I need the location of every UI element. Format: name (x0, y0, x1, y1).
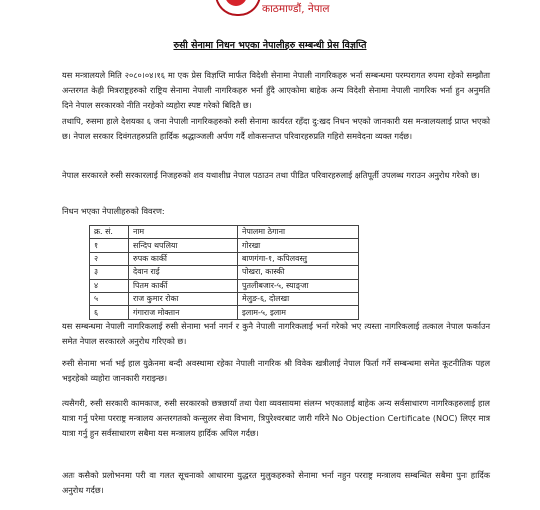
table-cell: देवान राई (129, 266, 238, 279)
table-cell: गंगाराज मोक्तान (129, 306, 238, 319)
government-emblem-icon (215, 0, 261, 16)
paragraph-3: नेपाल सरकारले रुसी सरकारलाई निजहरुको शव यथाशीघ्र नेपाल पठाउन तथा पीडित परिवारहरुलाई क्षतिपूर्ती उपलब्ध गराउन अनुरोध गरेको छ। (62, 170, 480, 180)
letterhead (0, 0, 540, 20)
table-cell: १ (90, 239, 129, 252)
table-header-cell: नेपालमा ठेगाना (238, 226, 359, 239)
table-cell: मेलुङ-६, दोलखा (238, 292, 359, 305)
paragraph-7 (62, 396, 490, 442)
victims-table (89, 225, 359, 320)
table-cell: ६ (90, 306, 129, 319)
table-cell: पुतलीबजार-५, स्याङ्जा (238, 279, 359, 292)
table-cell: सन्दिप थपलिया (129, 239, 238, 252)
paragraph-6: रुसी सेनामा भर्ना भई हाल युक्रेनमा बन्दी अवस्थामा रहेका नेपाली नागरिक श्री विवेक खत्रीलाई नेपाल फिर्ता गर्ने सम्बन्धमा समेत कूटनीतिक पहल भइरहेको व्यहोरा जानकारी गराइन्छ। (62, 358, 490, 384)
table-row (90, 279, 359, 292)
table-cell: पितम कार्की (129, 279, 238, 292)
table-header-row (90, 226, 359, 239)
table-cell: इलाम-५, इलाम (238, 306, 359, 319)
table-row (90, 292, 359, 305)
table-cell: रुपक कार्की (129, 252, 238, 265)
letterhead-place: काठमाण्डौं, नेपाल (262, 3, 330, 15)
table-cell: ४ (90, 279, 129, 292)
paragraph-5: यस सम्बन्धमा नेपाली नागरिकलाई रुसी सेनामा भर्ना नगर्न र कुनै नेपाली नागरिकलाई भर्ना गरेको भए त्यस्ता नागरिकलाई तत्काल नेपाल फर्काउन समेत नेपाल सरकारले अनुरोध गरिएको छ। (62, 321, 490, 347)
paragraph-4: निधन भएका नेपालीहरुको विवरण: (62, 206, 165, 216)
table-cell: ३ (90, 266, 129, 279)
table-cell: गोरखा (238, 239, 359, 252)
table-row (90, 266, 359, 279)
document-title: रुसी सेनामा निधन भएका नेपालीहरु सम्बन्धी प्रेस विज्ञप्ति (173, 40, 367, 51)
table-row (90, 252, 359, 265)
table-cell: बाणगंगा-१, कपिलवस्तु (238, 252, 359, 265)
table-header-cell: क्र. सं. (90, 226, 129, 239)
paragraph-7-text-a: त्यसैगरी, रुसी सरकारी कामकाज, रुसी सरकारको छत्रछायाँ तथा पेशा व्यवसायमा संलग्न भएकालाई बाहेक अन्य सर्वसाधारण नागरिकहरुलाई हाल यात्रा गर्नु परेमा परराष्ट्र मन्त्रालय अन्तरगतको कन्सुलर सेवा विभाग, त्रिपुरेश्वरबाट जारी गरिने (62, 398, 490, 424)
table-row (90, 306, 359, 319)
paragraph-2: तथापि, रुसमा हाले देशयका ६ जना नेपाली नागरिकहरुको रुसी सेनामा कार्यरत रहँदा दु:खद निधन भएको जानकारी यस मन्त्रालयलाई प्राप्त भएको छ। नेपाल सरकार दिवंगतहरुप्रति हार्दिक श्रद्धाञ्जली अर्पण गर्दै शोकसन्तप्त परिवारहरुप्रति गहिरो समवेदना व्यक्त गर्दछ। (62, 116, 490, 142)
table-cell: पोखरा, कास्की (238, 266, 359, 279)
noc-reference: No Objection Certificate (NOC) (331, 413, 458, 424)
paragraph-1: यस मन्त्रालयले मिति २०८०।०४।१६ मा एक प्रेस विज्ञप्ति मार्फत विदेशी सेनामा नेपाली नागरिकहरु भर्ना सम्बन्धमा परम्परागत रुपमा रहेको सम्झौता अन्तरगत केही मित्रराष्ट्रहरुको राष्ट्रिय सेनामा नेपाली नागरिकहरु भर्ना हुँदै आएकोमा बाहेक अन्य विदेशी सेनामा नेपाली नागरिक भर्ना हुन अनुमति दिने नेपाल सरकारको नीति नरहेको व्यहोरा स्पष्ट गरेको बिदितै छ। (62, 70, 490, 111)
table-row (90, 239, 359, 252)
table-cell: ५ (90, 292, 129, 305)
paragraph-7-text-b: लिएर मात्र यात्रा गर्नु हुन सर्वसाधारण सबैमा यस मन्त्रालय हार्दिक अपिल गर्दछ। (62, 413, 490, 439)
paragraph-8: अतः कसैको प्रलोभनमा परी वा गलत सूचनाको आधारमा युद्धरत मुलुकहरुको सेनामा भर्ना नहुन परराष्ट्र मन्त्रालय सम्बन्धित सबैमा पुनः हार्दिक अनुरोध गर्दछ। (62, 470, 490, 496)
table-header-cell: नाम (129, 226, 238, 239)
table-cell: राज कुमार रोका (129, 292, 238, 305)
table-cell: २ (90, 252, 129, 265)
